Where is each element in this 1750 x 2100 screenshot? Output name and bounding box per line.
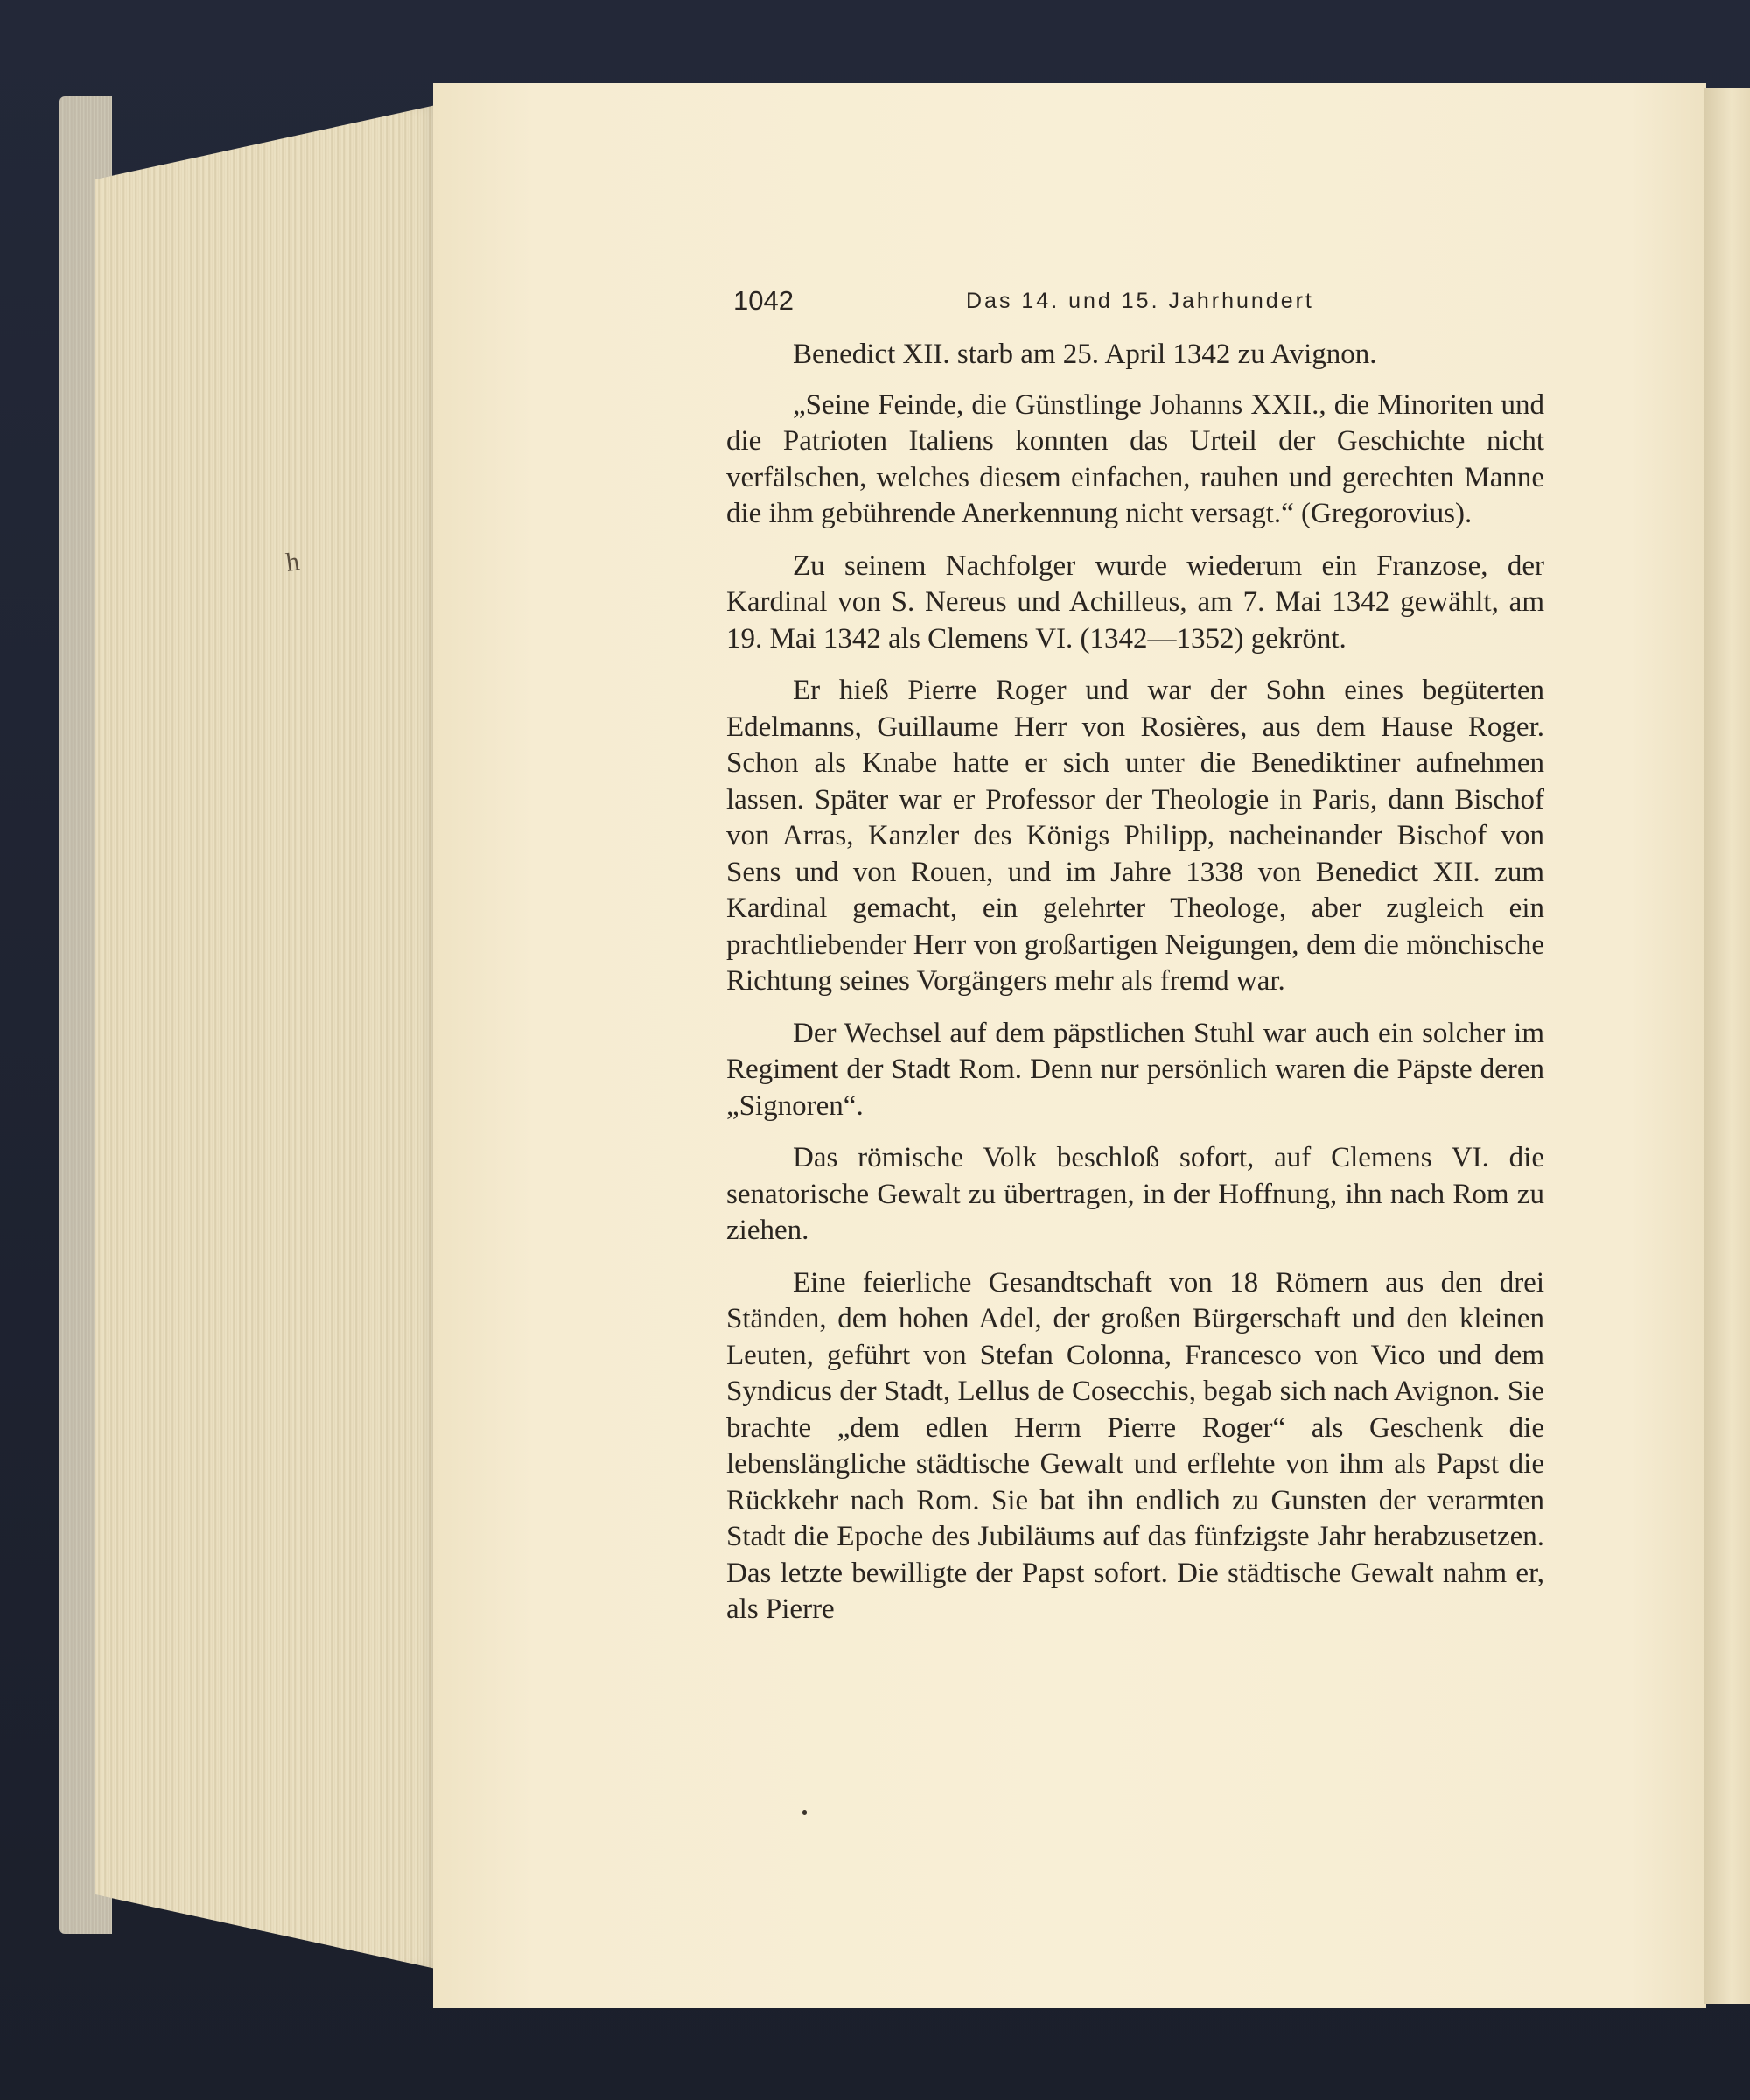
paragraph: Der Wechsel auf dem päpstlichen Stuhl war auch ein solcher im Regiment der Stadt Rom. Denn nur persönlich waren die Päpste deren „Signoren“. <box>726 1017 1544 1122</box>
marginal-pencil-mark: h <box>284 547 302 578</box>
page-number: 1042 <box>733 285 794 316</box>
paragraph: Das römische Volk beschloß sofort, auf Clemens VI. die senatorische Gewalt zu übertragen, in der Hoffnung, ihn nach Rom zu ziehen. <box>726 1142 1544 1246</box>
paragraph: Zu seinem Nachfolger wurde wiederum ein Franzose, der Kardinal von S. Nereus und Achilleus, am 7. Mai 1342 gewählt, am 19. Mai 1342 als Clemens VI. (1342—1352) gekrönt. <box>726 550 1544 654</box>
body-text <box>726 337 1544 1644</box>
paragraph: Er hieß Pierre Roger und war der Sohn eines begüterten Edelmanns, Guillaume Herr von Rosières, aus dem Hause Roger. Schon als Knabe hatte er sich unter die Benediktiner aufnehmen lassen. Später war er Professor der Theologie in Paris, dann Bischof von Arras, Kanzler des Königs Philipp, nacheinander Bischof von Sens und von Rouen, und im Jahre 1338 von Benedict XII. zum Kardinal gemacht, ein gelehrter Theologe, aber zugleich ein prachtliebender Herr von großartigen Neigungen, dem die mönchische Richtung seines Vorgängers mehr als fremd war. <box>726 675 1544 997</box>
paragraph: „Seine Feinde, die Günstlinge Johanns XXII., die Minoriten und die Patrioten Italiens konnten das Urteil der Geschichte nicht verfälschen, welches diesem einfachen, rauhen und gerechten Manne die ihm gebührende Anerkennung nicht versagt.“ (Gregorovius). <box>726 388 1544 529</box>
facing-page-edge <box>1704 88 1750 2004</box>
paragraph: Benedict XII. starb am 25. April 1342 zu Avignon. <box>793 339 1377 370</box>
paper-speck <box>802 1810 807 1815</box>
page-edges <box>94 105 436 1969</box>
running-head-title: Das 14. und 15. Jahrhundert <box>966 289 1314 313</box>
paragraph: Eine feierliche Gesandtschaft von 18 Römern aus den drei Ständen, dem hohen Adel, der großen Bürgerschaft und den kleinen Leuten, geführt von Stefan Colonna, Francesco von Vico und dem Syndicus der Stadt, Lellus de Cosecchis, begab sich nach Avignon. Sie brachte „dem edlen Herrn Pierre Roger“ als Geschenk die lebenslängliche städtische Gewalt und erflehte von ihm als Papst die Rückkehr nach Rom. Sie bat ihn endlich zu Gunsten der verarmten Stadt die Epoche des Jubiläums auf das fünfzigste Jahr herabzusetzen. Das letzte bewilligte der Papst sofort. Die städtische Gewalt nahm er, als Pierre <box>726 1266 1544 1625</box>
running-head <box>733 285 1547 320</box>
